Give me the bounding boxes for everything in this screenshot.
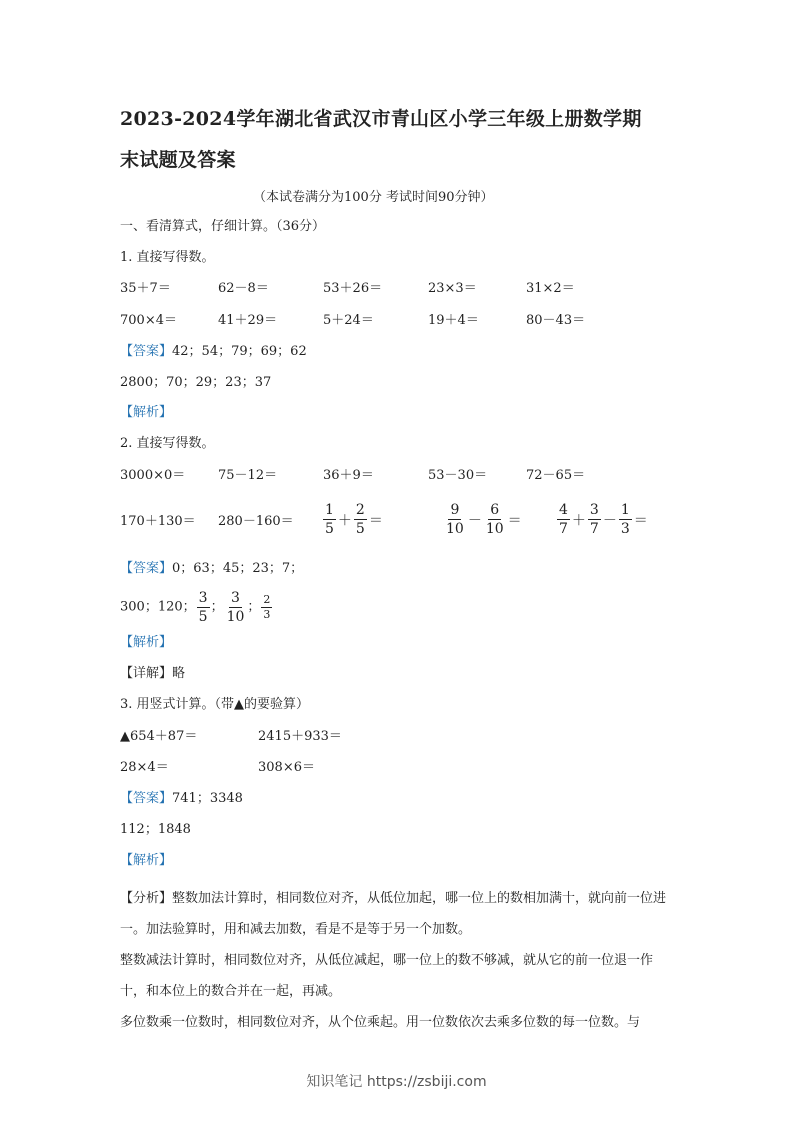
answer-tag: 【答案】 — [120, 791, 173, 806]
numerator: 2 — [263, 593, 271, 606]
answer-text: 42；54；79；69；62 — [172, 344, 307, 359]
q1-item: 23×3＝ — [428, 281, 477, 296]
q1-item: 31×2＝ — [526, 281, 575, 296]
fraction-expression-a — [322, 502, 384, 537]
q1-analysis-tag: 【解析】 — [120, 405, 173, 420]
q3-answer-line2: 112；1848 — [120, 822, 191, 837]
q3-item: 2415＋933＝ — [258, 729, 342, 744]
q2-answer-line2 — [120, 590, 273, 625]
fraction — [261, 594, 272, 621]
fraction — [197, 590, 210, 625]
numerator: 1 — [325, 502, 334, 518]
q2-item: 280－160＝ — [218, 514, 294, 529]
q1-item: 41＋29＝ — [218, 313, 278, 328]
denominator: 3 — [263, 608, 271, 621]
denominator: 7 — [559, 521, 568, 537]
denominator: 5 — [198, 609, 208, 625]
q1-item: 80－43＝ — [526, 313, 586, 328]
q2-detail — [120, 665, 185, 683]
answer-text: 300；120； — [120, 599, 196, 615]
exam-subtitle: （本试卷满分为100分 考试时间90分钟） — [253, 190, 494, 205]
fraction — [557, 502, 570, 537]
fraction-expression-b — [443, 502, 523, 537]
fraction — [619, 502, 632, 537]
q1-answer-line2: 2800；70；29；23；37 — [120, 375, 272, 390]
analysis-paragraph: 多位数乘一位数时，相同数位对齐，从个位乘起。用一位数依次去乘多位数的每一位数。与 — [120, 1015, 641, 1030]
q3-answer — [120, 790, 243, 808]
answer-text: 741；3348 — [172, 791, 243, 806]
q2-item: 3000×0＝ — [120, 468, 186, 483]
numerator: 3 — [198, 590, 208, 606]
numerator: 3 — [589, 502, 599, 518]
operator: ＋ — [571, 512, 586, 529]
equals-sign: ＝ — [368, 512, 383, 529]
fraction — [444, 502, 466, 537]
q3-item: ▲654＋87＝ — [120, 729, 198, 744]
separator: ； — [210, 599, 224, 615]
denominator: 10 — [446, 521, 464, 537]
fraction — [484, 502, 506, 537]
separator: ； — [247, 599, 261, 615]
operator: － — [602, 512, 617, 529]
q2-item: 75－12＝ — [218, 468, 278, 483]
q1-answer — [120, 343, 307, 361]
doc-title-line1: 2023-2024学年湖北省武汉市青山区小学三年级上册数学期 — [120, 108, 642, 130]
numerator: 1 — [620, 502, 630, 518]
numerator: 6 — [490, 502, 500, 518]
q1-item: 62－8＝ — [218, 281, 269, 296]
analysis-tag: 【分析】 — [120, 891, 173, 906]
q1-item: 35＋7＝ — [120, 281, 171, 296]
denominator: 10 — [485, 521, 504, 537]
fraction — [225, 590, 247, 625]
denominator: 7 — [589, 521, 599, 537]
q3-item: 308×6＝ — [258, 760, 315, 775]
denominator: 5 — [325, 521, 334, 537]
analysis-text: 整数加法计算时，相同数位对齐，从低位加起，哪一位上的数相加满十，就向前一位进一。加法验算时，用和减去加数，看是不是等于另一个加数。 — [120, 891, 667, 937]
q2-label: 2. 直接写得数。 — [120, 436, 215, 451]
footer-watermark: 知识笔记 https://zsbiji.com — [306, 1074, 487, 1090]
q1-item: 5＋24＝ — [323, 313, 374, 328]
equals-sign: ＝ — [633, 512, 648, 529]
answer-tag: 【答案】 — [120, 561, 173, 576]
numerator: 9 — [450, 502, 460, 518]
fraction — [354, 502, 367, 537]
answer-tag: 【答案】 — [120, 344, 173, 359]
doc-title-line2: 末试题及答案 — [120, 149, 236, 171]
fraction — [323, 502, 336, 537]
fraction-expression-c — [556, 502, 649, 537]
detail-tag: 【详解】 — [120, 666, 173, 681]
numerator: 3 — [231, 590, 240, 606]
denominator: 10 — [226, 609, 245, 625]
operator: － — [467, 512, 482, 529]
denominator: 5 — [355, 521, 365, 537]
q2-item: 36＋9＝ — [323, 468, 374, 483]
q3-item: 28×4＝ — [120, 760, 169, 775]
q2-answer — [120, 560, 303, 578]
q1-item: 53＋26＝ — [323, 281, 383, 296]
numerator: 4 — [559, 502, 568, 518]
q1-label: 1. 直接写得数。 — [120, 250, 215, 265]
operator: ＋ — [337, 512, 352, 529]
answer-text: 0；63；45；23；7； — [172, 561, 304, 576]
denominator: 3 — [620, 521, 630, 537]
numerator: 2 — [355, 502, 365, 518]
detail-text: 略 — [172, 666, 186, 681]
q2-item: 53－30＝ — [428, 468, 488, 483]
q2-item: 170＋130＝ — [120, 514, 196, 529]
q1-item: 700×4＝ — [120, 313, 177, 328]
analysis-paragraph: 整数减法计算时，相同数位对齐，从低位减起，哪一位上的数不够减，就从它的前一位退一作十，和本位上的数合并在一起，再减。 — [120, 953, 654, 999]
fraction — [588, 502, 601, 537]
q3-analysis-tag: 【解析】 — [120, 853, 173, 868]
q2-analysis-tag: 【解析】 — [120, 635, 173, 650]
equals-sign: ＝ — [507, 512, 522, 529]
q3-label: 3. 用竖式计算。（带▲的要验算） — [120, 697, 310, 712]
q2-item: 72－65＝ — [526, 468, 586, 483]
q1-item: 19＋4＝ — [428, 313, 479, 328]
analysis-paragraph — [120, 883, 675, 945]
section-heading: 一、看清算式，仔细计算。（36分） — [120, 219, 326, 234]
